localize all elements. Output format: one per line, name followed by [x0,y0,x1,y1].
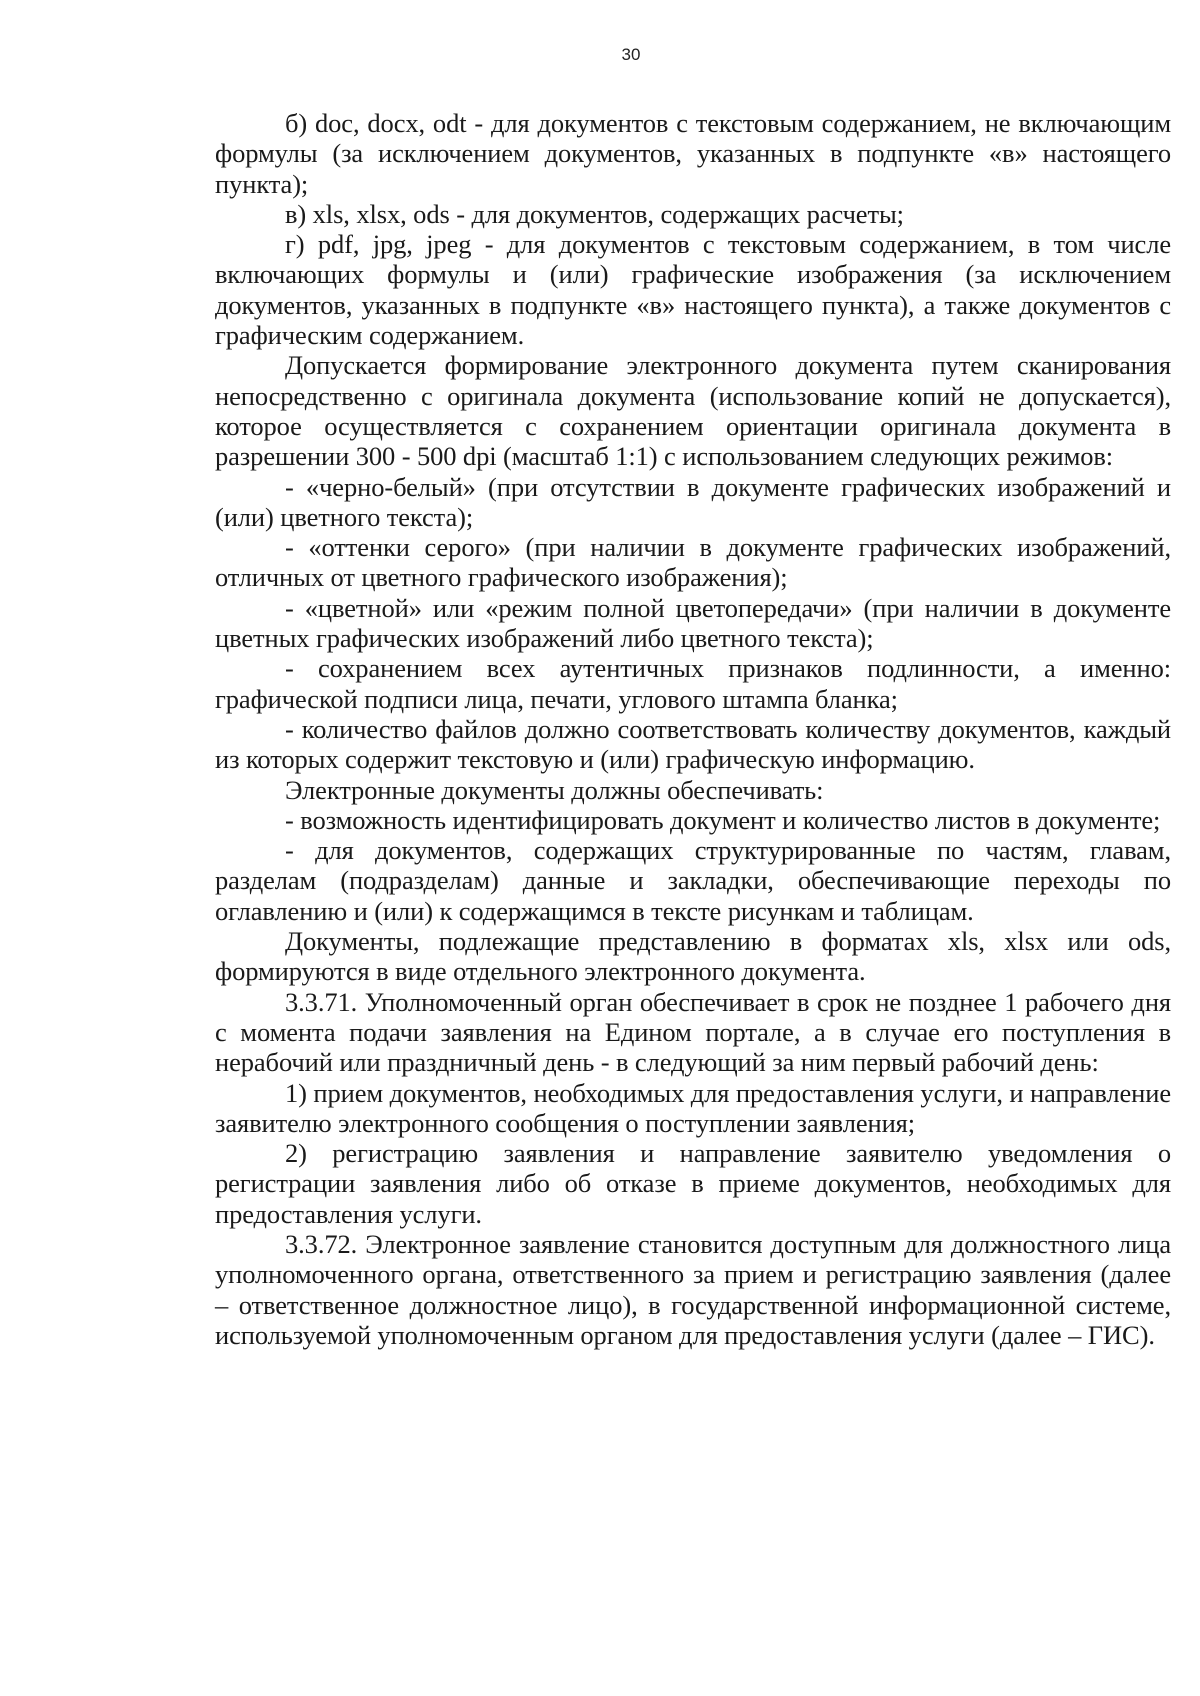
list-item-grayscale: - «оттенки серого» (при наличии в документе графических изображений, отличных от цветного графического изображения); [215,532,1171,593]
list-item-identify: - возможность идентифицировать документ и количество листов в документе; [285,804,1161,835]
paragraph-electronic-docs: Электронные документы должны обеспечивать: [285,774,824,805]
paragraph-scanning: Допускается формирование электронного документа путем сканирования непосредственно с оригинала документа (использование копий не допускается), которое осуществляется с сохранением ориентации оригинала документа в разрешении 300 - 500 dpi (масштаб 1:1) с использованием следующих режимов: [215,350,1171,472]
paragraph-spreadsheets: Документы, подлежащие представлению в форматах xls, xlsx или ods, формируются в виде отдельного электронного документа. [215,926,1171,987]
document-body [215,108,1171,1350]
list-item-reception: 1) прием документов, необходимых для предоставления услуги, и направление заявителю электронного сообщения о поступлении заявления; [215,1077,1171,1138]
paragraph-3-3-72: 3.3.72. Электронное заявление становится доступным для должностного лица уполномоченного органа, ответственного за прием и регистрацию заявления (далее – ответственное должностное лицо), в государственной информационной системе, используемой уполномоченным органом для предоставления услуги (далее – ГИС). [215,1228,1171,1350]
paragraph-format-g: г) pdf, jpg, jpeg - для документов с текстовым содержанием, в том числе включающих формулы и (или) графические изображения (за исключением документов, указанных в подпункте «в» настоящего пункта), а также документов с графическим содержанием. [215,229,1171,351]
paragraph-3-3-71: 3.3.71. Уполномоченный орган обеспечивает в срок не позднее 1 рабочего дня с момента подачи заявления на Едином портале, а в случае его поступления в нерабочий или праздничный день - в следующий за ним первый рабочий день: [215,986,1171,1078]
list-item-black-white: - «черно-белый» (при отсутствии в документе графических изображений и (или) цветного текста); [215,471,1171,532]
paragraph-format-b: б) doc, docx, odt - для документов с текстовым содержанием, не включающим формулы (за исключением документов, указанных в подпункте «в» настоящего пункта); [215,108,1171,199]
list-item-authenticity: - сохранением всех аутентичных признаков подлинности, а именно: графической подписи лица, печати, углового штампа бланка; [215,653,1171,714]
list-item-registration: 2) регистрацию заявления и направление заявителю уведомления о регистрации заявления либо об отказе в приеме документов, необходимых для предоставления услуги. [215,1138,1171,1229]
list-item-file-count: - количество файлов должно соответствовать количеству документов, каждый из которых содержит текстовую и (или) графическую информацию. [215,713,1171,775]
list-item-color: - «цветной» или «режим полной цветопередачи» (при наличии в документе цветных графических изображений либо цветного текста); [215,592,1171,654]
list-item-structured: - для документов, содержащих структурированные по частям, главам, разделам (подразделам) данные и закладки, обеспечивающие переходы по оглавлению и (или) к содержащимся в тексте рисункам и таблицам. [215,835,1171,926]
page-number: 30 [621,45,641,64]
paragraph-format-v: в) xls, xlsx, ods - для документов, содержащих расчеты; [285,198,904,229]
